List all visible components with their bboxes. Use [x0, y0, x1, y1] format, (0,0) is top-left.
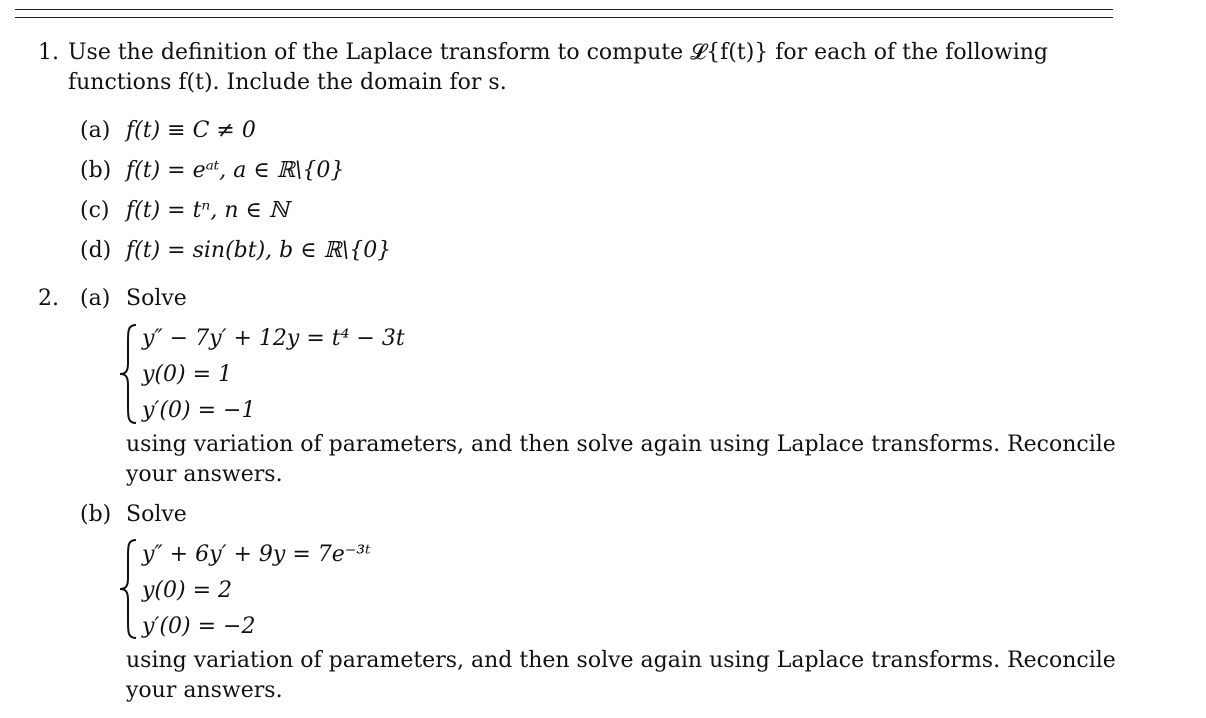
system-2a-line3: y′(0) = −1: [142, 398, 256, 423]
part-1b-expr: f(t) = eᵃᵗ, a ∈ ℝ\{0}: [126, 158, 345, 183]
part-1d-expr: f(t) = sin(bt), b ∈ ℝ\{0}: [126, 238, 392, 263]
problem-2-number: 2.: [38, 286, 59, 311]
part-2b-label: (b): [80, 502, 112, 527]
system-2b-line1: y″ + 6y′ + 9y = 7e⁻³ᵗ: [142, 542, 371, 567]
top-rule-double: [15, 17, 1113, 18]
system-2a-line2: y(0) = 1: [142, 362, 233, 387]
part-2a-heading: Solve: [126, 286, 187, 311]
part-1b-label: (b): [80, 158, 112, 183]
part-1d-label: (d): [80, 238, 112, 263]
system-2b-line3: y′(0) = −2: [142, 614, 256, 639]
part-2a-follow-line2: your answers.: [126, 462, 283, 487]
part-1a-label: (a): [80, 118, 111, 143]
system-2b-line2: y(0) = 2: [142, 578, 233, 603]
part-2b-follow-line1: using variation of parameters, and then solve again using Laplace transforms. Reconcile: [126, 648, 1116, 673]
part-1c-expr: f(t) = tⁿ, n ∈ ℕ: [126, 198, 289, 223]
top-rule: [15, 9, 1113, 10]
left-brace-icon: [118, 538, 140, 640]
part-1c-label: (c): [80, 198, 110, 223]
part-1a-expr: f(t) ≡ C ≠ 0: [126, 118, 256, 143]
problem-1-number: 1.: [38, 40, 59, 65]
part-2b-follow-line2: your answers.: [126, 678, 283, 703]
problem-1-text-line1: Use the definition of the Laplace transform to compute 𝓛{f(t)} for each of the following: [68, 40, 1049, 65]
problem-1-text-line2: functions f(t). Include the domain for s.: [68, 70, 507, 95]
left-brace-icon: [118, 323, 140, 425]
part-2b-heading: Solve: [126, 502, 187, 527]
system-2a-line1: y″ − 7y′ + 12y = t⁴ − 3t: [142, 326, 405, 351]
part-2a-label: (a): [80, 286, 111, 311]
part-2a-follow-line1: using variation of parameters, and then solve again using Laplace transforms. Reconcile: [126, 432, 1116, 457]
